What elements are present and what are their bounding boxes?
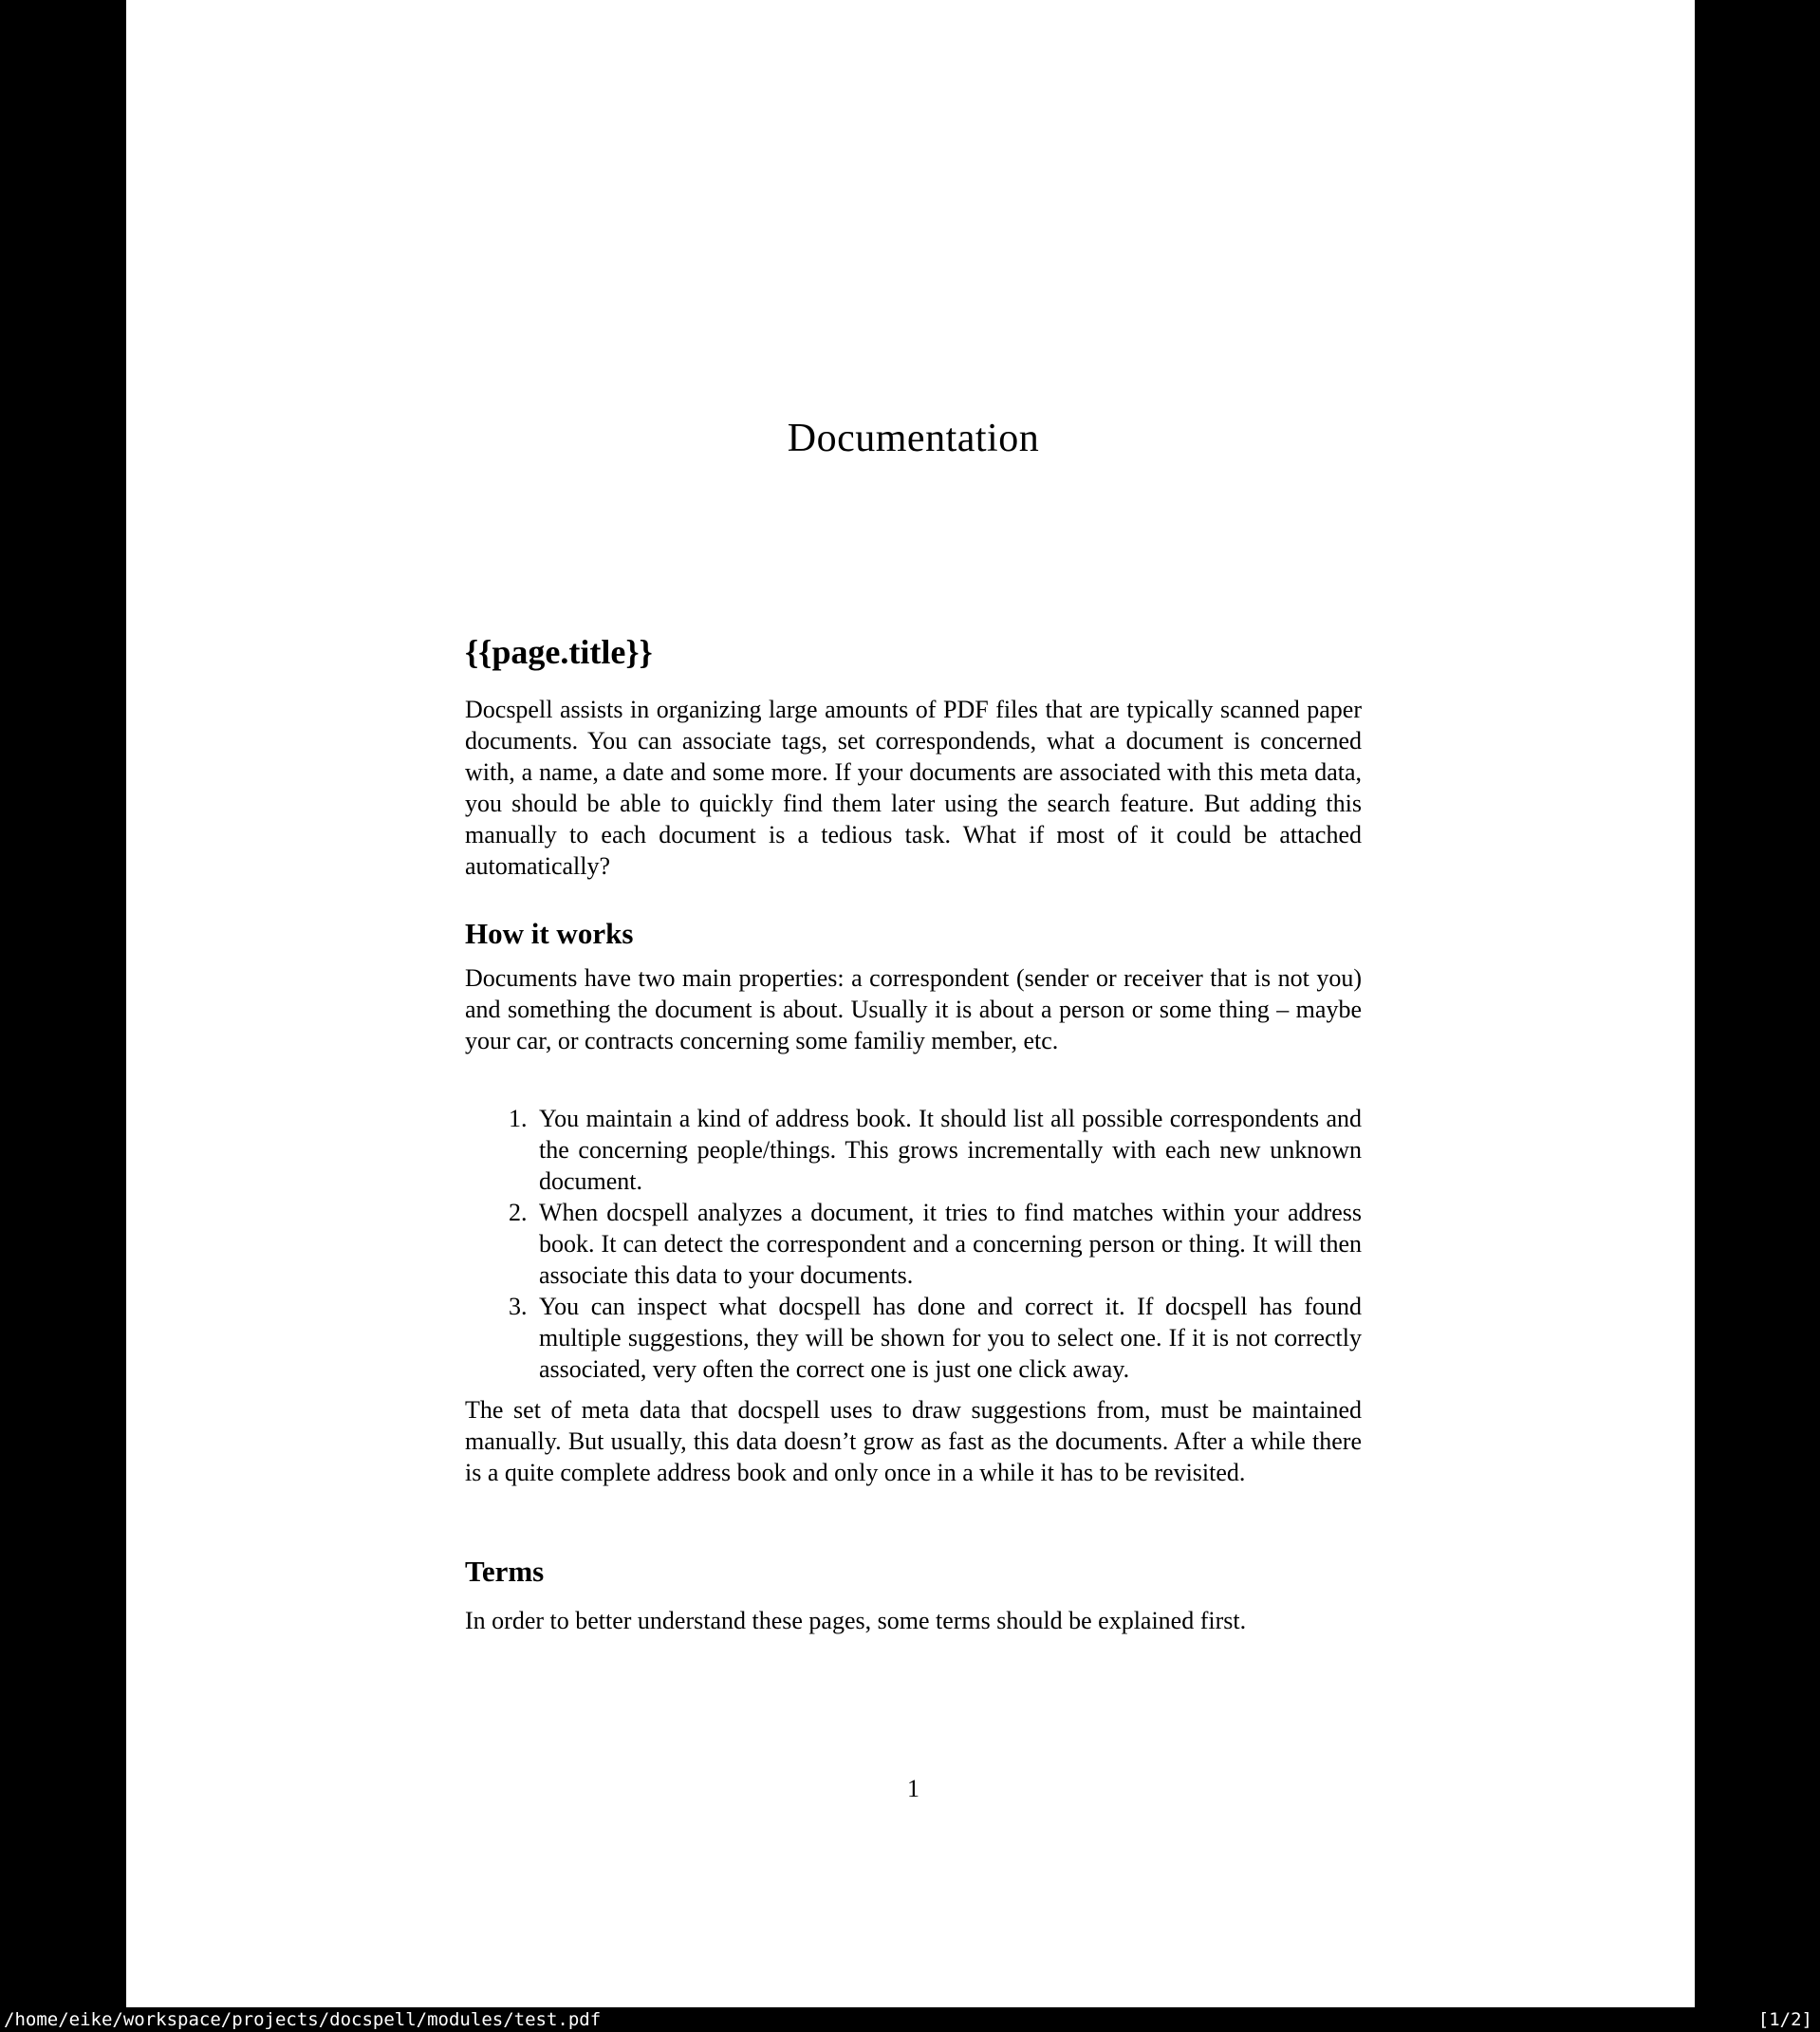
document-title: Documentation (787, 417, 1040, 460)
section-heading-page-title: {{page.title}} (465, 633, 653, 671)
terms-paragraph: In order to better understand these pages, some terms should be explained first. (465, 1607, 1247, 1634)
meta-data-paragraph: The set of meta data that docspell uses to draw suggestions from, must be maintained manually. But usually, this data doesn’t grow as fast as the documents. After a while there is a quite complete address book and only once in a while it has to be revisited. (465, 1396, 1362, 1486)
list-item-address-book: 1. You maintain a kind of address book. It should list all possible correspondents and the concerning people/things. This grows incrementally with each new unknown document. (533, 1103, 1362, 1197)
list-item-analyze: 2. When docspell analyzes a document, it tries to find matches within your address book. It can detect the correspondent and a concerning person or thing. It will then associate this data to your documents. (533, 1197, 1362, 1291)
list-item-inspect: 3. You can inspect what docspell has done and correct it. If docspell has found multiple suggestions, they will be shown for you to select one. If it is not correctly associated, very often the correct one is just one click away. (533, 1291, 1362, 1385)
section-heading-how-it-works: How it works (465, 917, 634, 950)
page-number: 1 (907, 1775, 919, 1802)
statusbar (0, 2007, 1820, 2032)
how-it-works-paragraph: Documents have two main properties: a correspondent (sender or receiver that is not you) and something the document is about. Usually it is about a person or some thing – maybe your car, or contracts concerning some familiy member, etc. (465, 964, 1362, 1054)
document-page[interactable] (126, 0, 1695, 2007)
section-heading-terms: Terms (465, 1555, 545, 1588)
numbered-list (465, 1103, 1362, 1385)
statusbar-file-path: /home/eike/workspace/projects/docspell/modules/test.pdf (4, 2009, 602, 2030)
statusbar-page-indicator: [1/2] (1757, 2009, 1812, 2030)
intro-paragraph: Docspell assists in organizing large amounts of PDF files that are typically scanned paper documents. You can associate tags, set correspondends, what a document is concerned with, a name, a date and some more. If your documents are associated with this meta data, you should be able to quickly find them later using the search feature. But adding this manually to each document is a tedious task. What if most of it could be attached automatically? (465, 696, 1362, 880)
